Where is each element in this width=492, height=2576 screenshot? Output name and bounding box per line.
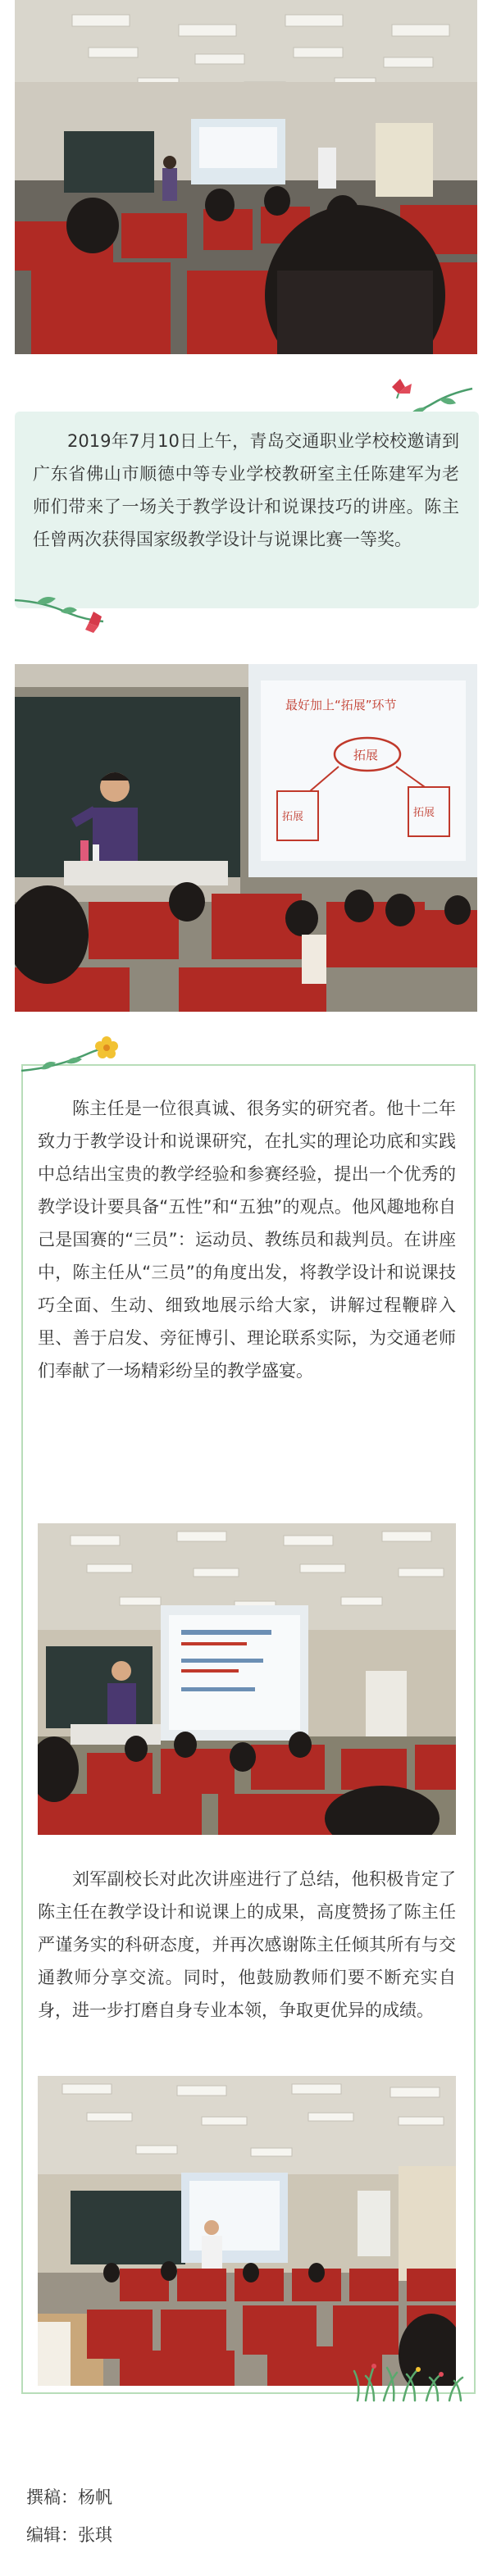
lecture-hall-photo-1 <box>15 0 477 354</box>
author-credit: 撰稿：杨帆 <box>26 2487 112 2507</box>
slide-right-label: 拓展 <box>413 807 435 819</box>
article-paragraph-1: 陈主任是一位很真诚、很务实的研究者。他十二年致力于教学设计和说课研究，在扎实的理论功底和实践中总结出宝贵的教学经验和参赛经验，提出一个优秀的教学设计要具备“五性”和“五独”的观点。他风趣地称自己是国赛的“三员”：运动员、教练员和裁判员。在讲座中，陈主任从“三员”的角度出发，将教学设计和说课技巧全面、生动、细致地展示给大家，讲解过程鞭辟入里、善于启发、旁征博引、理论联系实际，为交通老师们奉献了一场精彩纷呈的教学盛宴。 <box>38 1099 456 1381</box>
slide-center-label: 拓展 <box>353 748 379 762</box>
grass-icon <box>349 2360 472 2402</box>
editor-credit: 编辑：张琪 <box>26 2525 112 2545</box>
intro-paragraph: 2019年7月10日上午，青岛交通职业学校校邀请到广东省佛山市顺德中等专业学校教研室主任陈建军为老师们带来了一场关于教学设计和说课技巧的讲座。陈主任曾两次获得国家级教学设计与说课比赛一等奖。 <box>33 431 459 549</box>
slide-left-label: 拓展 <box>282 811 304 823</box>
yellow-flower-icon <box>16 1035 123 1081</box>
article-paragraph-2: 刘军副校长对此次讲座进行了总结，他积极肯定了陈主任在教学设计和说课上的成果，高度赞扬了陈主任严谨务实的科研态度，并再次感谢陈主任倾其所有与交通教师分享交流。同时，他鼓励教师们要不断充实自身，进一步打磨自身专业本领，争取更优异的成绩。 <box>38 1869 456 2020</box>
slide-title: 最好加上“拓展”环节 <box>285 698 397 712</box>
lecture-hall-photo-2 <box>15 664 477 1012</box>
lecture-hall-photo-3 <box>38 1523 456 1835</box>
red-flower-icon <box>11 592 110 641</box>
lecture-hall-photo-4 <box>38 2076 456 2386</box>
